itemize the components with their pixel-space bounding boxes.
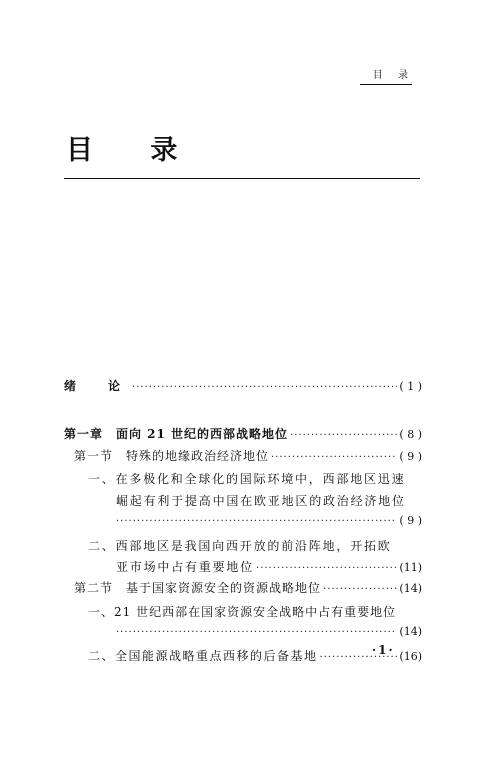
dot-leader <box>116 516 397 527</box>
toc-entry-section-1[interactable] <box>74 447 422 464</box>
toc-entry-item-1-2-line-1[interactable]: 二、西部地区是我国向西开放的前沿阵地，开拓欧 <box>88 539 392 553</box>
toc-entry-item-1-2-line-2[interactable] <box>116 558 422 575</box>
dot-leader <box>132 382 397 393</box>
toc-page-number: ( 9 ) <box>399 450 422 463</box>
toc-entry-item-2-1-leader[interactable] <box>116 625 422 638</box>
toc-page-number: (14) <box>399 625 422 638</box>
running-head-rule <box>360 84 412 85</box>
toc-entry-item-1-1-line-1[interactable]: 一、在多极化和全球化的国际环境中，西部地区迅速 <box>88 472 406 486</box>
footer-page-number: ·1· <box>372 643 395 657</box>
toc-entry-label: 第一节 特殊的地缘政治经济地位 <box>74 449 270 463</box>
dot-leader <box>290 430 397 441</box>
toc-entry-item-1-1-line-2[interactable]: 崛起有利于提高中国在欧亚地区的政治经济地位 <box>116 494 406 508</box>
dot-leader <box>116 627 397 638</box>
toc-entry-label: 亚市场中占有重要地位 <box>116 560 255 574</box>
toc-entry-item-1-1-leader[interactable] <box>116 514 422 527</box>
toc-page-number: ( 8 ) <box>399 428 422 441</box>
toc-entry-label: 绪 论 <box>64 379 131 393</box>
running-head: 目 录 <box>372 70 414 81</box>
toc-entry-item-2-1-line-1[interactable]: 一、21 世纪西部在国家资源安全战略中占有重要地位 <box>88 605 397 619</box>
toc-entry-intro[interactable] <box>64 377 422 394</box>
toc-entry-label: 第一章 面向 21 世纪的西部战略地位 <box>64 427 289 441</box>
page-title: 目 录 <box>66 135 202 166</box>
dot-leader <box>256 563 397 574</box>
toc-page-number: (16) <box>399 650 422 663</box>
toc-entry-section-2[interactable] <box>74 579 422 596</box>
toc-entry-chapter-1[interactable] <box>64 425 422 442</box>
dot-leader <box>323 584 397 595</box>
dot-leader <box>271 452 397 463</box>
toc-page-number: (14) <box>399 582 422 595</box>
toc-entry-label: 二、全国能源战略重点西移的后备基地 <box>88 649 318 663</box>
toc-page-number: ( 9 ) <box>399 514 422 527</box>
toc-page-number: (11) <box>399 561 422 574</box>
title-rule <box>64 178 420 179</box>
toc-page-number: ( 1 ) <box>399 380 422 393</box>
toc-entry-label: 第二节 基于国家资源安全的资源战略地位 <box>74 581 322 595</box>
